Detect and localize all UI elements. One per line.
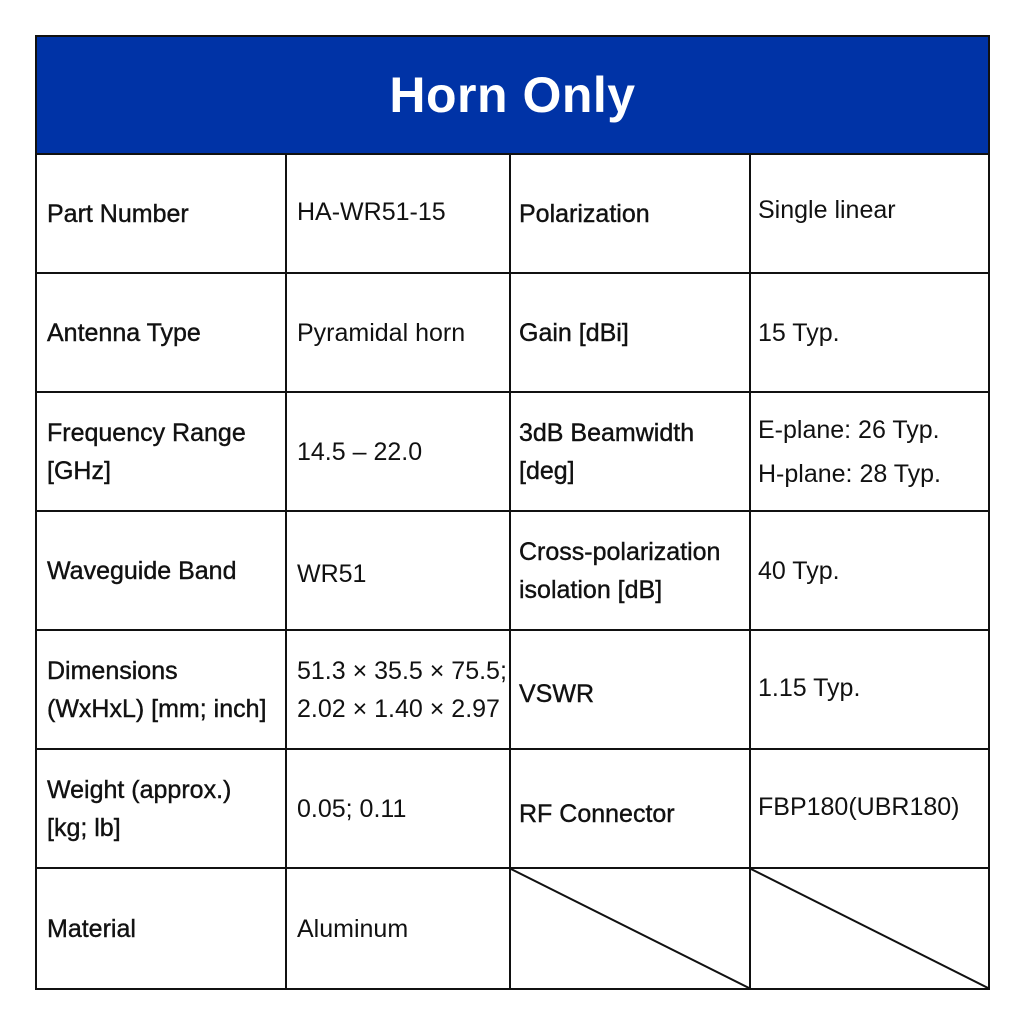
label-line: [kg; lb] (47, 813, 121, 842)
label-weight (37, 750, 287, 867)
value-antenna-type (287, 274, 511, 391)
value-line: HA-WR51-15 (297, 197, 446, 226)
value-weight (287, 750, 511, 867)
value-line: 15 Typ. (758, 318, 840, 347)
label-vswr (511, 631, 751, 748)
spec-row-part-number (37, 155, 988, 274)
value-line: 51.3 × 35.5 × 75.5; (297, 656, 507, 685)
value-line: Aluminum (297, 914, 409, 943)
label-frequency-range (37, 393, 287, 510)
value-line: H-plane: 28 Typ. (758, 459, 941, 488)
value-gain (751, 274, 988, 391)
value-material (287, 869, 511, 988)
value-frequency-range (287, 393, 511, 510)
value-line: Pyramidal horn (297, 318, 466, 347)
label-beamwidth (511, 393, 751, 510)
diagonal-line (751, 869, 988, 988)
label-line: Antenna Type (47, 318, 201, 347)
label-line: VSWR (519, 679, 594, 708)
value-line: FBP180(UBR180) (758, 792, 960, 821)
spec-grid (37, 155, 988, 988)
spec-table (35, 35, 990, 990)
value-line: 0.05; 0.11 (297, 794, 407, 823)
empty-cell-diagonal (751, 869, 988, 988)
label-cross-polarization (511, 512, 751, 629)
spec-row-frequency-range (37, 393, 988, 512)
label-line: Material (47, 914, 136, 943)
label-material (37, 869, 287, 988)
label-line: (WxHxL) [mm; inch] (47, 694, 267, 723)
label-waveguide-band (37, 512, 287, 629)
label-part-number (37, 155, 287, 272)
label-line: [GHz] (47, 456, 111, 485)
label-gain (511, 274, 751, 391)
table-title: Horn Only (389, 67, 636, 123)
value-line: 14.5 – 22.0 (297, 437, 423, 466)
value-line: WR51 (297, 559, 367, 588)
label-rf-connector (511, 750, 751, 867)
value-dimensions (287, 631, 511, 748)
value-cross-polarization (751, 512, 988, 629)
value-vswr (751, 631, 988, 748)
value-part-number (287, 155, 511, 272)
value-line: Single linear (758, 195, 896, 224)
value-waveguide-band (287, 512, 511, 629)
label-line: Frequency Range (47, 418, 246, 447)
label-line: Gain [dBi] (519, 318, 629, 347)
label-line: Cross-polarization (519, 537, 721, 566)
label-dimensions (37, 631, 287, 748)
label-line: Weight (approx.) (47, 775, 232, 804)
label-antenna-type (37, 274, 287, 391)
spec-row-weight (37, 750, 988, 869)
label-line: 3dB Beamwidth (519, 418, 695, 447)
empty-cell-diagonal (511, 869, 751, 988)
label-line: Waveguide Band (47, 556, 237, 585)
value-line: E-plane: 26 Typ. (758, 415, 940, 444)
spec-row-dimensions (37, 631, 988, 750)
value-rf-connector (751, 750, 988, 867)
label-line: Polarization (519, 199, 650, 228)
label-polarization (511, 155, 751, 272)
label-line: Part Number (47, 199, 189, 228)
value-line: 2.02 × 1.40 × 2.97 (297, 694, 500, 723)
spec-row-antenna-type (37, 274, 988, 393)
value-polarization (751, 155, 988, 272)
spec-row-material (37, 869, 988, 988)
value-line: 40 Typ. (758, 556, 840, 585)
label-line: [deg] (519, 456, 575, 485)
table-header (37, 37, 988, 155)
value-beamwidth (751, 393, 988, 510)
label-line: RF Connector (519, 799, 675, 828)
spec-row-waveguide-band (37, 512, 988, 631)
label-line: Dimensions (47, 656, 178, 685)
diagonal-line (511, 869, 749, 988)
value-line: 1.15 Typ. (758, 673, 861, 702)
label-line: isolation [dB] (519, 575, 663, 604)
